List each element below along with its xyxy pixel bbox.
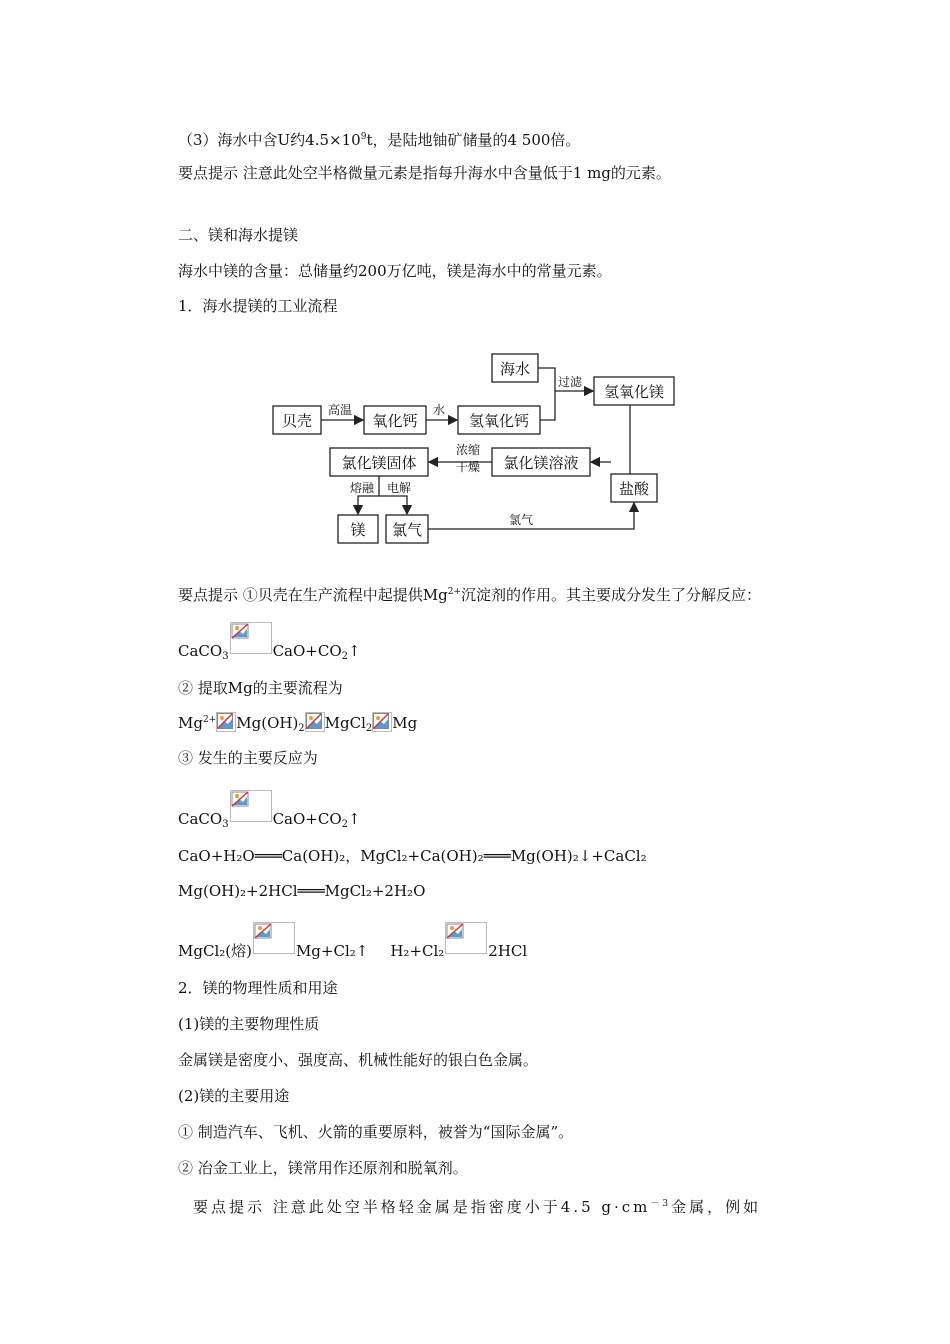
equation-caco3-decomposition: CaCO$_3$ $CaO+CO_2↑$ — [178, 622, 361, 667]
arrow-label-water: 水 — [432, 403, 446, 417]
reaction-condition-image — [230, 622, 272, 654]
broken-image-icon — [306, 713, 322, 729]
broken-image-icon — [217, 713, 233, 729]
conversion-arrow-image — [372, 712, 392, 732]
arrow-label-high-temp: 高温 — [327, 403, 353, 417]
label-caoh: 氢氧化钙 — [468, 412, 530, 430]
label-shell: 贝壳 — [281, 412, 313, 430]
magnesium-extraction-flowchart — [268, 346, 688, 550]
broken-image-icon — [446, 923, 464, 939]
label-seawater: 海水 — [499, 360, 531, 378]
equation-cao-water: CaO+H₂O═══Ca(OH)₂，MgCl₂+Ca(OH)₂═══Mg(OH)₂↓+CaCl₂ — [178, 847, 647, 865]
section-physical-properties: 2．镁的物理性质和用途 — [178, 979, 338, 997]
seawater-uranium-line: （3）海水中含U约$4.5\times 10^9t$，是陆地铀矿储量的4 500倍。 — [178, 131, 581, 149]
use-item-1: ① 制造汽车、飞机、火箭的重要原料，被誉为“国际金属”。 — [178, 1123, 574, 1141]
tip-shell-role: 要点提示 ①贝壳在生产流程中起提供$Mg^{2+}$沉淀剂的作用。其主要成分发生了分解反应： — [178, 586, 762, 604]
reaction-condition-image — [253, 922, 295, 954]
broken-image-icon — [231, 623, 249, 639]
broken-image-icon — [254, 923, 272, 939]
tip-trace-elements: 要点提示 注意此处空半格微量元素是指每升海水中含量低于1 mg的元素。 — [178, 164, 671, 182]
arrow-label-chlorine: 氯气 — [508, 513, 534, 527]
equation-electrolysis-and-hcl: MgCl₂(熔) Mg+Cl₂↑ H₂+Cl₂ 2HCl — [178, 922, 527, 961]
arrow-label-concentrate: 浓缩 — [455, 443, 481, 457]
label-mg: 镁 — [350, 521, 366, 539]
flow-heading: 1．海水提镁的工业流程 — [178, 297, 338, 315]
broken-image-icon — [373, 713, 389, 729]
subheading-uses: (2)镁的主要用途 — [178, 1087, 290, 1105]
mg-extraction-heading: ② 提取Mg的主要流程为 — [178, 679, 343, 697]
subheading-properties: (1)镁的主要物理性质 — [178, 1015, 320, 1033]
arrow-label-filter: 过滤 — [557, 375, 583, 389]
arrow-label-dry: 干燥 — [455, 460, 481, 474]
arrow-label-electrolysis: 电解 — [386, 481, 412, 495]
label-mgoh: 氢氧化镁 — [603, 383, 665, 401]
equation-mgoh-hcl: Mg(OH)₂+2HCl═══MgCl₂+2H₂O — [178, 882, 426, 900]
label-mgcl-solid: 氯化镁固体 — [341, 454, 417, 472]
magnesium-content-line: 海水中镁的含量：总储量约200万亿吨，镁是海水中的常量元素。 — [178, 262, 612, 280]
main-reactions-heading: ③ 发生的主要反应为 — [178, 749, 318, 767]
label-hcl: 盐酸 — [618, 480, 650, 498]
properties-text: 金属镁是密度小、强度高、机械性能好的银白色金属。 — [178, 1051, 539, 1069]
label-cl: 氯气 — [391, 521, 423, 539]
tip-light-metal: 要点提示 注意此处空半格轻金属是指密度小于4.5 $g\cdot cm^{-3}$金属，例如 — [193, 1198, 762, 1216]
conversion-arrow-image — [305, 712, 325, 732]
section-heading-magnesium: 二、镁和海水提镁 — [178, 226, 299, 244]
label-mgcl-solution: 氯化镁溶液 — [503, 454, 579, 472]
label-cao: 氧化钙 — [372, 412, 418, 430]
mg-extraction-chain: $Mg^{2+}$ $Mg(OH)_2$ MgCl$_2$ Mg — [178, 714, 418, 734]
arrow-label-melt: 熔融 — [349, 481, 375, 495]
conversion-arrow-image — [216, 712, 236, 732]
equation-caco3-decomposition-2: CaCO$_3$ $CaO+CO_2↑$ — [178, 790, 361, 835]
broken-image-icon — [231, 791, 249, 807]
use-item-2: ② 冶金工业上，镁常用作还原剂和脱氧剂。 — [178, 1159, 468, 1177]
reaction-condition-image — [230, 790, 272, 822]
reaction-condition-image — [445, 922, 487, 954]
